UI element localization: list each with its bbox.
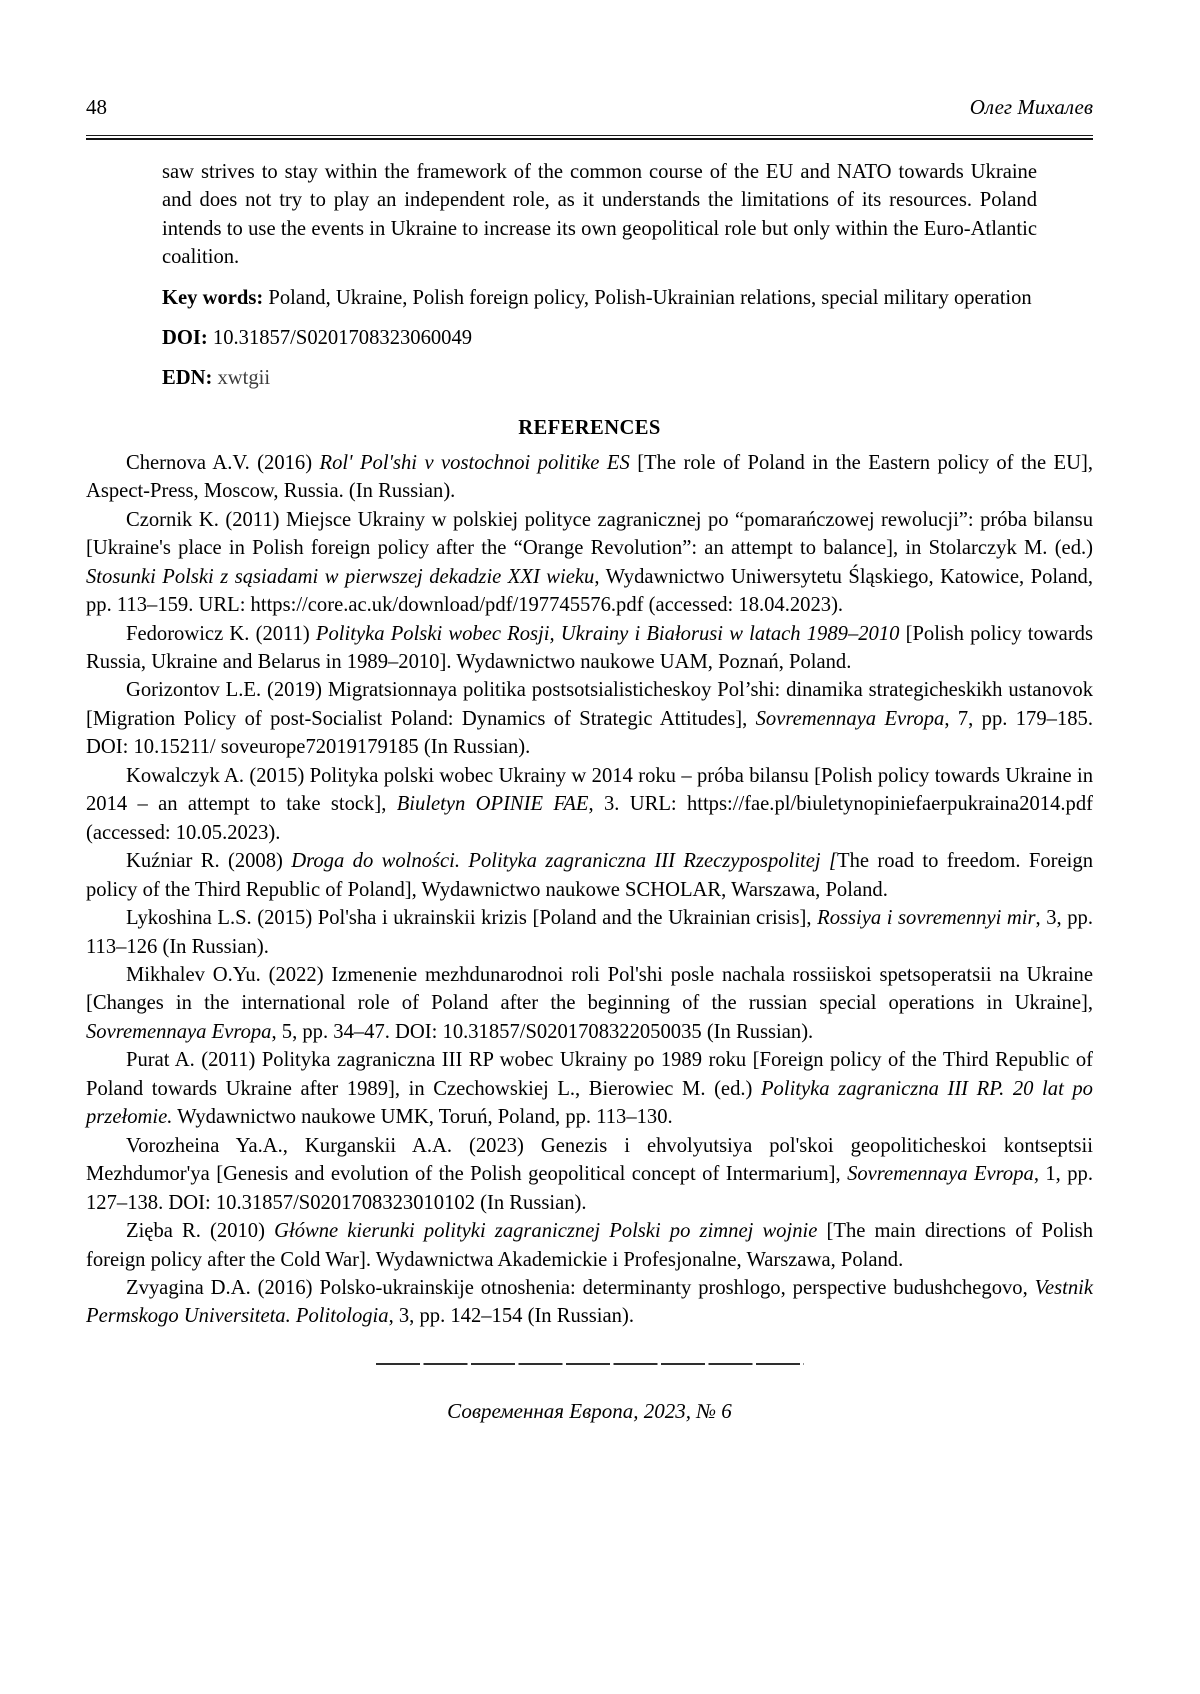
footer-divider — [376, 1363, 804, 1366]
reference-item: Mikhalev O.Yu. (2022) Izmenenie mezhdunarodnoi roli Pol'shi posle nachala rossiiskoi spetsoperatsii na Ukraine [Changes in the international role of Poland after the beginning of the russian special operations in Ukraine], Sovremennaya Evropa, 5, pp. 34–47. DOI: 10.31857/S0201708322050035 (In Russian). — [86, 964, 1093, 1043]
reference-item: Vorozheina Ya.A., Kurganskii A.A. (2023) Genezis i ehvolyutsiya pol'skoi geopoliticheskoi kontseptsii Mezhdumor'ya [Genesis and evolution of the Polish geopolitical concept of Intermarium], Sovremennaya Evropa, 1, pp. 127–138. DOI: 10.31857/S0201708323010102 (In Russian). — [86, 1134, 1093, 1214]
author-name: Олег Михалев — [969, 95, 1093, 119]
reference-item: Kowalczyk A. (2015) Polityka polski wobec Ukrainy w 2014 roku – próba bilansu [Polish policy towards Ukraine in 2014 – an attempt to take stock], Biuletyn OPINIE FAE, 3. URL: https://fae.pl/biuletynopiniefaerpukraina2014.pdf (accessed: 10.05.2023). — [86, 764, 1093, 844]
reference-item: Fedorowicz K. (2011) Polityka Polski wobec Rosji, Ukrainy i Białorusi w latach 1989–2010 [Polish policy towards Russia, Ukraine and Belarus in 1989–2010]. Wydawnictwo naukowe UAM, Poznań, Poland. — [86, 622, 1093, 674]
journal-footer: Современная Европа, 2023, № 6 — [447, 1399, 732, 1424]
running-header — [86, 94, 1093, 120]
references-list — [86, 449, 1093, 1331]
reference-item: Zvyagina D.A. (2016) Polsko-ukrainskije otnoshenia: determinanty proshlogo, perspective budushchegovo, Vestnik Permskogo Universiteta. Politologia, 3, pp. 142–154 (In Russian). — [86, 1276, 1093, 1328]
edn-value: xwtgii — [212, 367, 271, 390]
reference-item: Kuźniar R. (2008) Droga do wolności. Polityka zagraniczna III Rzeczypospolitej [The road to freedom. Foreign policy of the Third Republic of Poland], Wydawnictwo naukowe SCHOLAR, Warszawa, Poland. — [86, 850, 1093, 901]
annotation-block — [86, 158, 1093, 393]
edn-line — [162, 364, 1037, 392]
page-number: 48 — [86, 95, 107, 119]
abstract-text: saw strives to stay within the framework of the common course of the EU and NATO towards Ukraine and does not try to play an independent role, as it understands the limitations of its resources. Poland intends to use the events in Ukraine to increase its own geopolitical role but only within the Euro-Atlantic coalition. — [162, 161, 1037, 269]
doi-value: 10.31857/S0201708323060049 — [207, 327, 473, 350]
edn-label: EDN: — [162, 367, 213, 390]
reference-item: Lykoshina L.S. (2015) Pol'sha i ukrainskii krizis [Poland and the Ukrainian crisis], Rossiya i sovremennyi mir, 3, pp. 113–126 (In Russian). — [86, 907, 1094, 958]
reference-item: Purat A. (2011) Polityka zagraniczna III RP wobec Ukrainy po 1989 roku [Foreign policy of the Third Republic of Poland towards Ukraine after 1989], in Czechowskiej L., Bierowiec M. (ed.) Polityka zagraniczna III RP. 20 lat po przełomie. Wydawnictwo naukowe UMK, Toruń, Poland, pp. 113–130. — [86, 1049, 1093, 1129]
keywords-text: Poland, Ukraine, Polish foreign policy, Polish-Ukrainian relations, special military operation — [263, 286, 1032, 309]
reference-item: Chernova A.V. (2016) Rol' Pol'shi v vostochnoi politike ES [The role of Poland in the Eastern policy of the EU], Aspect-Press, Moscow, Russia. (In Russian). — [86, 451, 1094, 503]
keywords-line — [162, 284, 1037, 312]
keywords-label: Key words: — [162, 286, 264, 309]
references-heading: REFERENCES — [518, 416, 661, 439]
doi-line — [162, 324, 1037, 352]
reference-item: Gorizontov L.E. (2019) Migratsionnaya politika postsotsialisticheskoy Pol’shi: dinamika strategicheskikh ustanovok [Migration Policy of post-Socialist Poland: Dynamics of Strategic Attitudes], Sovremennaya Evropa, 7, pp. 179–185. DOI: 10.15211/ soveurope72019179185 (In Russian). — [86, 679, 1093, 759]
doi-label: DOI: — [162, 327, 208, 350]
reference-item: Czornik K. (2011) Miejsce Ukrainy w polskiej polityce zagranicznej po “pomarańczowej rewolucji”: próba bilansu [Ukraine's place in Polish foreign policy after the “Orange Revolution”: an attempt to balance], in Stolarczyk M. (ed.) Stosunki Polski z sąsiadami w pierwszej dekadzie XXI wieku, Wydawnictwo Uniwersytetu Śląskiego, Katowice, Poland, pp. 113–159. URL: https://core.ac.uk/download/pdf/197745576.pdf (accessed: 18.04.2023). — [86, 508, 1093, 617]
header-rule — [86, 135, 1093, 140]
reference-item: Zięba R. (2010) Główne kierunki polityki zagranicznej Polski po zimnej wojnie [The main directions of Polish foreign policy after the Cold War]. Wydawnictwa Akademickie i Profesjonalne, Warszawa, Poland. — [86, 1220, 1093, 1271]
